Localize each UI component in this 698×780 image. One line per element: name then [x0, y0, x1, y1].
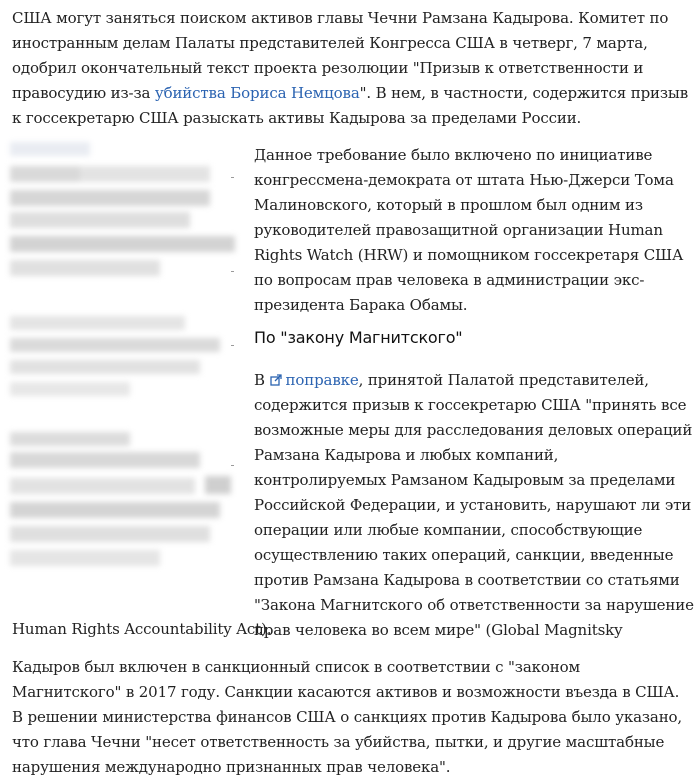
sanctions-paragraph: Кадыров был включен в санкционный список в соответствии с "законом Магнитского" в 2017 году. Санкции касаются активов и возможности въезда в США. В решении министерства финансов США о санкциях против Кадырова было указано, что глава Чечни "несет ответственность за убийства, пытки, и другие масштабные нарушения международно признанных прав человека". — [12, 658, 683, 776]
blurred-sidebar-block-2 — [10, 312, 245, 416]
blurred-sidebar-block-3 — [10, 428, 245, 574]
amendment-paragraph-tail: Human Rights Accountability Act). — [12, 620, 272, 638]
amendment-text-start: В — [254, 371, 270, 389]
intro-paragraph — [12, 6, 692, 131]
intro-text-end: ". В нем, в частности, содержится призыв к госсекретарю США разыскать активы Кадырова за пределами России. — [12, 84, 688, 127]
amendment-paragraph — [254, 368, 694, 643]
amendment-link-label: поправке — [285, 371, 359, 389]
external-link-icon — [270, 374, 282, 386]
blurred-sidebar-block-1 — [10, 140, 245, 300]
intro-text-start: США могут заняться поиском активов главы Чечни Рамзана Кадырова. Комитет по иностранным делам Палаты представителей Конгресса США в четверг, 7 марта, одобрил окончательный текст проекта резолюции "Призыв к ответственности и правосудию из-за — [12, 9, 669, 102]
sponsor-paragraph: Данное требование было включено по инициативе конгрессмена-демократа от штата Нью-Джерси Тома Малиновского, который в прошлом был одним из руководителей правозащитной организации Human Rights Watch (HRW) и помощником госсекретаря США по вопросам прав человека в администрации экс-президента Барака Обамы. — [254, 146, 684, 314]
amendment-link[interactable] — [270, 371, 359, 389]
nemtsov-murder-link[interactable]: убийства Бориса Немцова — [154, 84, 360, 102]
amendment-text-end: , принятой Палатой представителей, содержится призыв к госсекретарю США "принять все возможные меры для расследования деловых операций Рамзана Кадырова и любых компаний, контролируемых Рамзаном Кадыровым за пределами Российской Федерации, и установить, нарушают ли эти операции или любые компании, способствующие осуществлению таких операций, санкции, введенные против Рамзана Кадырова в соответствии со статьями "Закона Магнитского об ответственности за нарушение прав человека во всем мире" (Global Magnitsky — [254, 371, 694, 639]
section-heading: По "закону Магнитского" — [254, 328, 463, 347]
